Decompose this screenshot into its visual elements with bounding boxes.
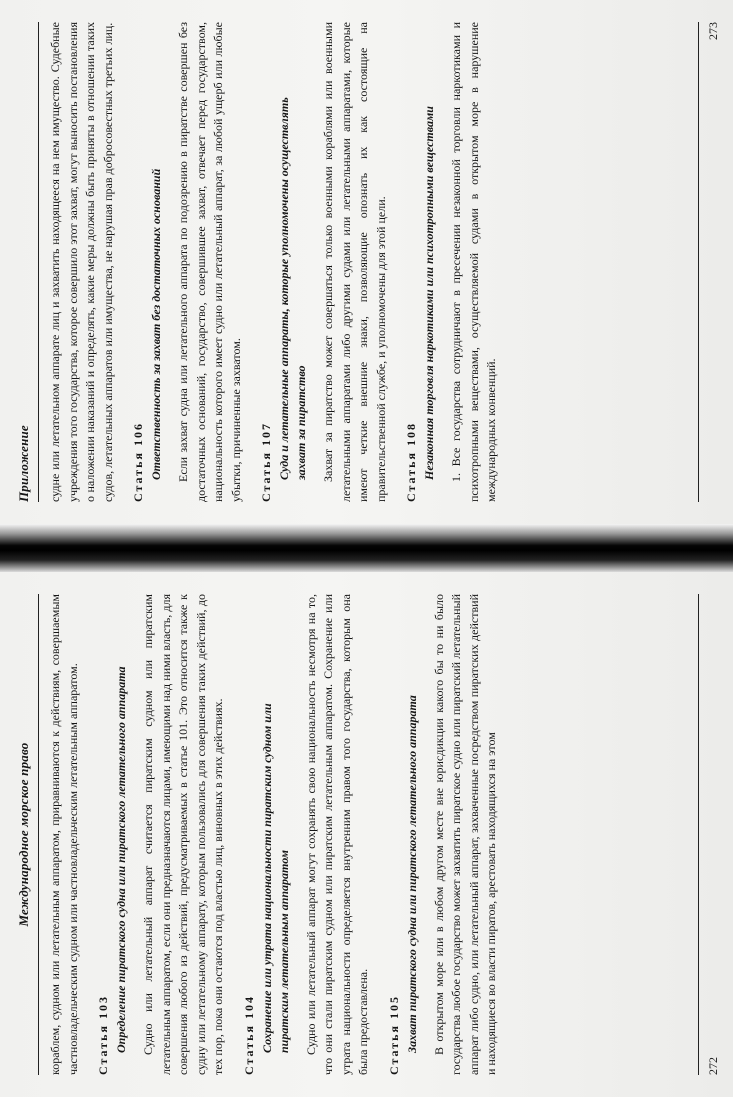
book-gutter [0,524,733,572]
article-title: Определение пиратского судна или пиратского летательного аппарата [114,666,128,1053]
right-page [0,0,733,524]
left-page-region [0,572,733,1097]
article-paragraph: Судно или летательный аппарат считается пиратским судном или пиратским летательным аппаратом, если они предназначаются лицами, имеющими над ними власть, для совершения любого из действий, предусматриваемых в статье 101. Это относится также к судну или летательному аппарату, которым пользовались для совершения таких действий, до тех пор, пока они остаются под властью лиц, виновных в этих действиях. [141,594,225,1075]
page-number: 273 [706,22,720,40]
article-heading: Статья 108 [404,422,418,502]
article-heading: Статья 107 [259,422,273,502]
footer-rule [698,22,699,502]
article-heading: Статья 103 [96,995,110,1075]
article-paragraph: 1. Все государства сотрудничают в пресечении незаконной торговли наркотиками и психотропными веществами, осуществляемой судами в открытом море в нарушение международных конвенций. [449,22,498,502]
article-heading: Статья 105 [386,995,401,1075]
running-head: Международное морское право [16,594,39,1075]
article-title: Ответственность за захват без достаточных оснований [149,168,163,480]
page-number: 272 [706,1057,720,1075]
article-paragraph: Судно или летательный аппарат могут сохранять свою национальность несмотря на то, что они стали пиратским судном или пиратским летательным аппаратом. Сохранение или утрата национальности определяется внутренним правом того государства, которым она была предоставлена. [303,594,370,1075]
article-title: Суда и летательные аппараты, которые уполномочены осуществлять захват за пиратство [277,97,308,480]
article-106 [131,22,245,502]
article-title: Незаконная торговля наркотиками или психотропными веществами [422,106,436,480]
article-title: Захват пиратского судна или пиратского летательного аппарата [404,695,419,1053]
article-107 [259,22,390,502]
article-105 [387,594,501,1075]
right-page-region [0,0,733,524]
article-paragraph: В открытом море или в любом другом месте вне юрисдикции какого бы то ни было государства любое государство может захватить пиратское судно или пиратский летательный аппарат либо судно, или летательный аппарат, захваченные посредством пиратских действий и находящиеся во власти пиратов, арестовать находящихся на этом [431,594,498,1075]
article-heading: Статья 104 [241,995,256,1075]
article-paragraph: Если захват судна или летательного аппарата по подозрению в пиратстве совершен без достаточных оснований, государство, совершившее захват, отвечает перед государством, национальность которого имеет судно или летательный аппарат, за любой ущерб или любые убытки, причиненные захватом. [176,22,243,502]
footer-rule [698,594,699,1075]
left-page [0,572,733,1097]
article-paragraph: Захват за пиратство может совершаться только военными кораблями или военными летательными аппаратами либо другими судами или летательными аппаратами, которые имеют четкие внешние знаки, позволяющие опознать их как состоящие на правительственной службе, и уполномочены для этой цели. [321,22,388,502]
article-108 [404,22,501,502]
article-103 [96,594,228,1075]
article-104 [242,594,373,1075]
article-title: Сохранение или утрата национальности пиратским судном или пиратским летательным аппаратом [259,703,291,1053]
article-heading: Статья 106 [131,422,145,502]
intro-paragraph: кораблем, судном или летательным аппаратом, приравниваются к действиям, совершаемым частновладельческим судном или частновладельческим летательным аппаратом. [48,594,80,1075]
intro-paragraph: судне или летательном аппарате лиц и захватить находящееся на нем имущество. Судебные учреждения того государства, которое совершило этот захват, могут выносить постановления о наложении наказаний и определять, какие меры должны быть приняты в отношении таких судов, летательных аппаратов или имущества, не нарушая прав добросовестных третьих лиц. [48,22,115,502]
running-head: Приложение [16,22,39,502]
